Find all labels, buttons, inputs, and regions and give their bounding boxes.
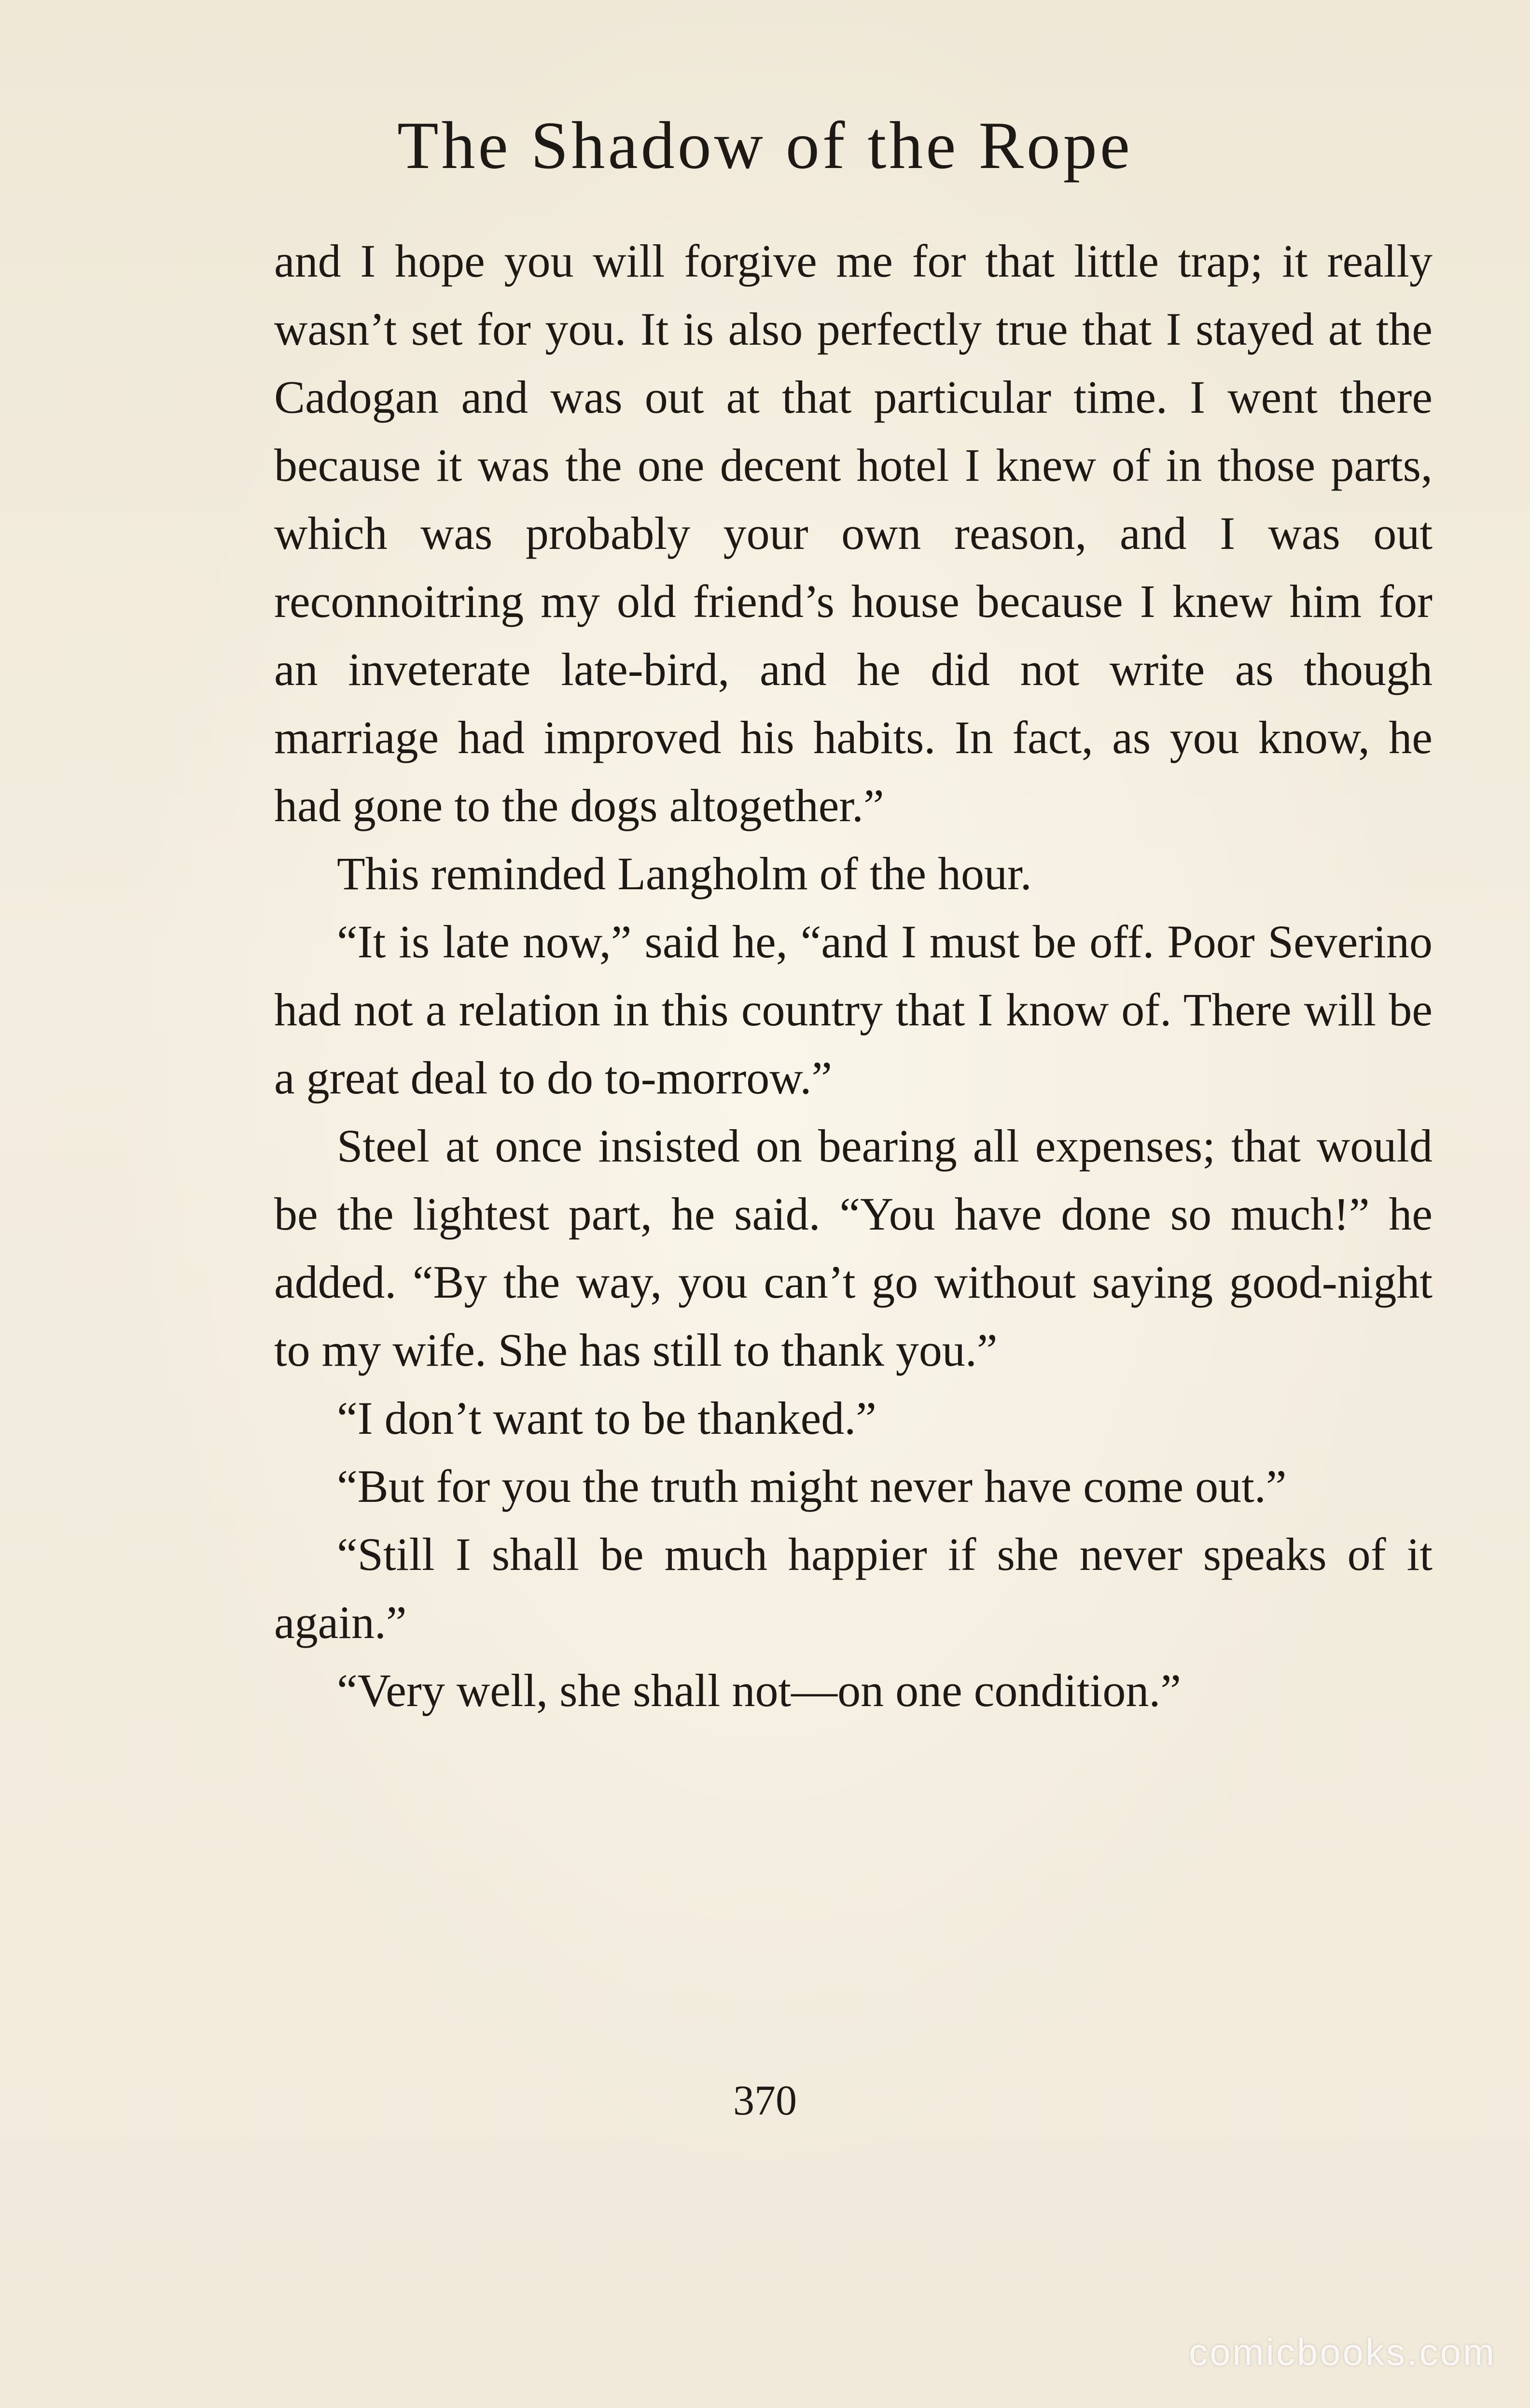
body-text — [274, 227, 1433, 1724]
paragraph: “I don’t want to be thanked.” — [337, 1392, 876, 1444]
paragraph: “Still I shall be much happier if she never speaks of it again.” — [274, 1528, 1433, 1648]
paragraph: “It is late now,” said he, “and I must be off. Poor Severino had not a relation in this country that I know of. There will be a great deal to do to-morrow.” — [274, 916, 1433, 1104]
watermark: comicbooks.com — [1189, 2331, 1496, 2373]
paragraph-continued: and I hope you will forgive me for that little trap; it really wasn’t set for you. It is also perfectly true that I stayed at the Cadogan and was out at that particular time. I went there because it was the one decent hotel I knew of in those parts, which was probably your own reason, and I was out reconnoitring my old friend’s house because I knew him for an inveterate late-bird, and he did not write as though marriage had improved his habits. In fact, as you know, he had gone to the dogs altogether.” — [274, 235, 1433, 831]
page-number: 370 — [733, 2077, 797, 2124]
paragraph: Steel at once insisted on bearing all expenses; that would be the lightest part, he said. “You have done so much!” he added. “By the way, you can’t go without saying good-night to my wife. She has still to thank you.” — [274, 1120, 1433, 1376]
paragraph: This reminded Langholm of the hour. — [337, 848, 1032, 899]
paragraph: “But for you the truth might never have come out.” — [337, 1460, 1287, 1512]
paragraph: “Very well, she shall not—on one condition.” — [337, 1665, 1181, 1716]
running-title: The Shadow of the Rope — [397, 108, 1133, 183]
